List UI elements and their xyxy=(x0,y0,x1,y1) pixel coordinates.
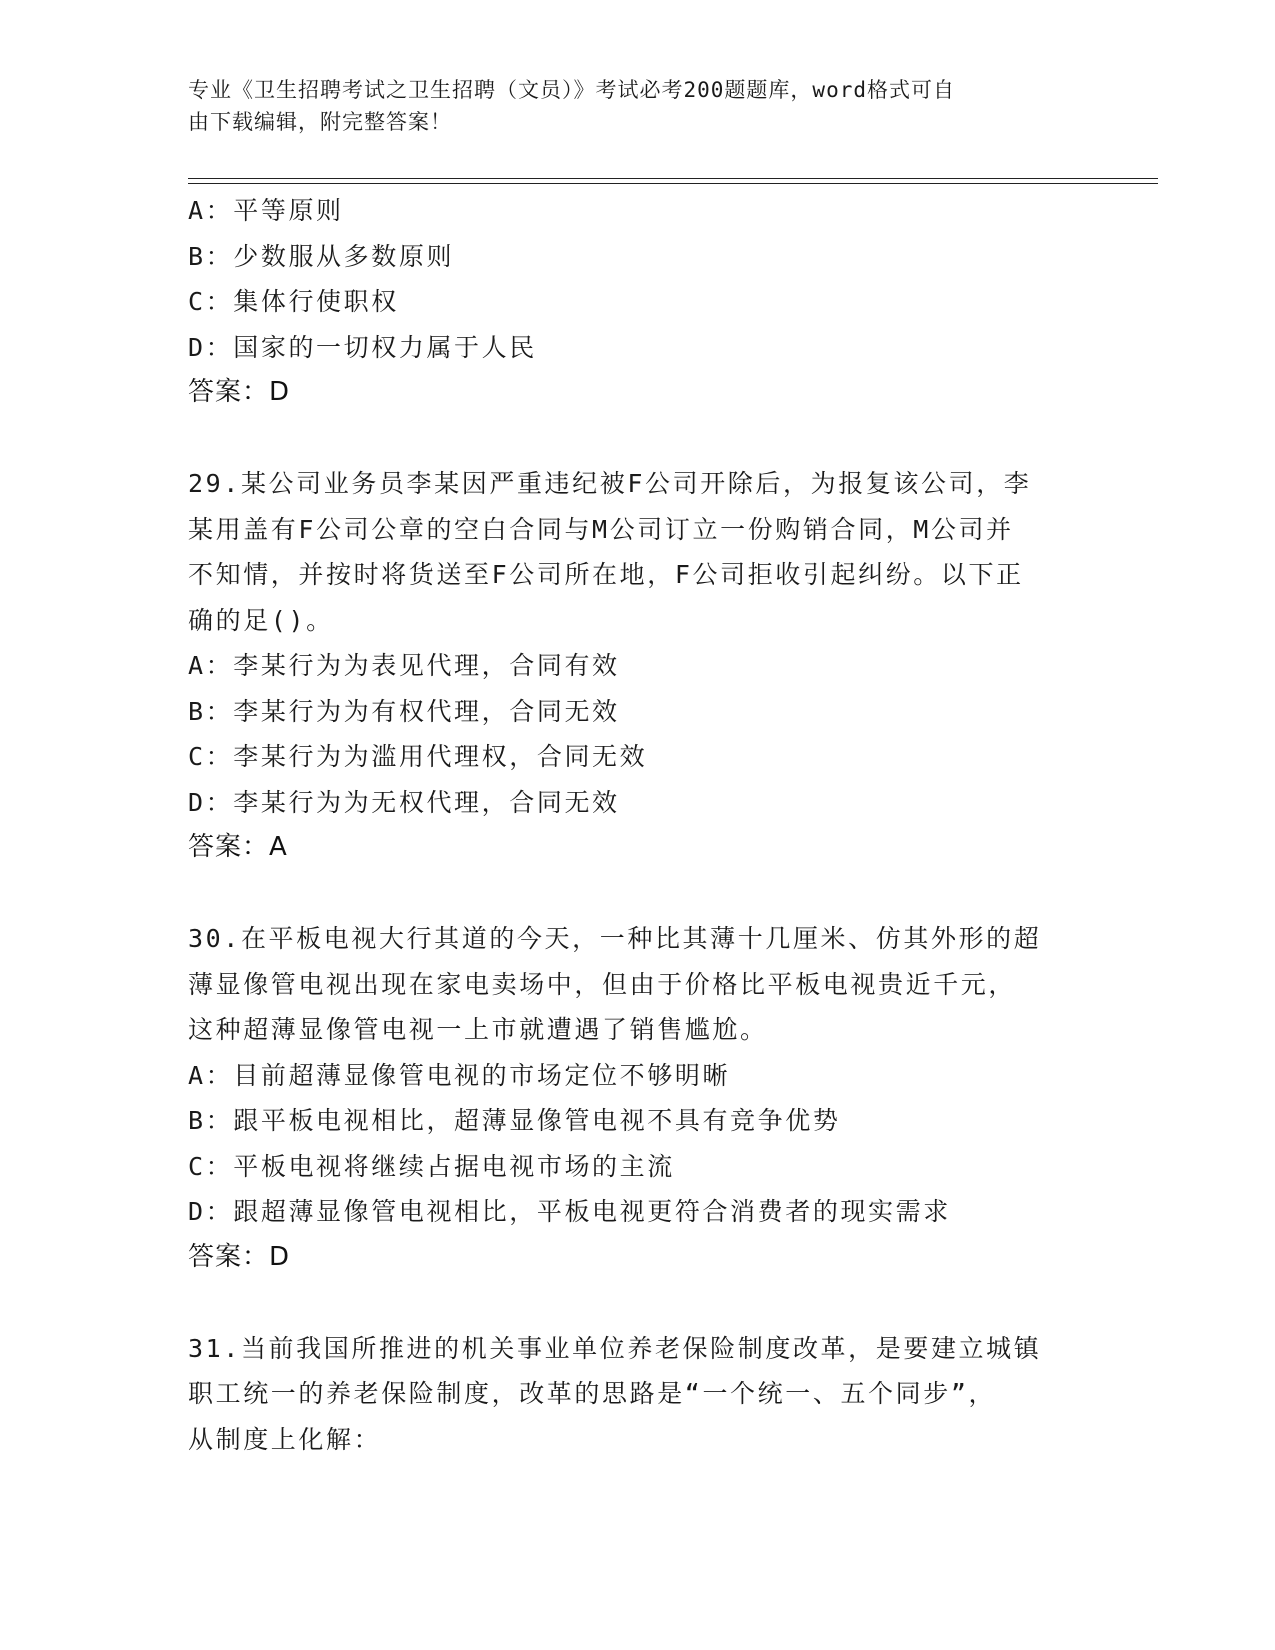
question-stem-line: 30.在平板电视大行其道的今天，一种比其薄十几厘米、仿其外形的超 xyxy=(188,924,1042,953)
question-30 xyxy=(188,916,1088,1280)
question-29 xyxy=(188,461,1088,871)
question-stem-line: 不知情，并按时将货送至F公司所在地，F公司拒收引起纠纷。以下正 xyxy=(188,560,1024,589)
question-stem-line: 29.某公司业务员李某因严重违纪被F公司开除后，为报复该公司，李 xyxy=(188,469,1032,498)
question-28-continued xyxy=(188,188,1088,416)
header-divider-thin xyxy=(188,178,1158,179)
option-a: A：平等原则 xyxy=(188,196,344,225)
option-b: B：李某行为为有权代理，合同无效 xyxy=(188,696,620,726)
question-stem-line: 薄显像管电视出现在家电卖场中，但由于价格比平板电视贵近千元， xyxy=(188,969,1017,999)
option-d: D：跟超薄显像管电视相比，平板电视更符合消费者的现实需求 xyxy=(188,1197,951,1226)
header-line-1: 专业《卫生招聘考试之卫生招聘（文员）》考试必考200题题库，word格式可自 xyxy=(188,78,955,102)
question-stem-line: 这种超薄显像管电视一上市就遭遇了销售尴尬。 xyxy=(188,1015,768,1044)
option-b: B：跟平板电视相比，超薄显像管电视不具有竞争优势 xyxy=(188,1106,841,1135)
option-c: C：平板电视将继续占据电视市场的主流 xyxy=(188,1151,675,1181)
question-list xyxy=(188,188,1088,1462)
answer-line: 答案：D xyxy=(188,377,291,407)
option-d: D：国家的一切权力属于人民 xyxy=(188,332,537,362)
option-b: B：少数服从多数原则 xyxy=(188,241,455,271)
question-31 xyxy=(188,1326,1088,1463)
option-c: C：李某行为为滥用代理权，合同无效 xyxy=(188,742,648,771)
spacer xyxy=(188,871,1088,917)
option-c: C：集体行使职权 xyxy=(188,287,399,316)
question-stem-line: 某用盖有F公司公章的空白合同与M公司订立一份购销合同，M公司并 xyxy=(188,514,1014,544)
spacer xyxy=(188,1280,1088,1326)
question-stem-line: 确的足()。 xyxy=(188,605,334,635)
question-stem-line: 31.当前我国所推进的机关事业单位养老保险制度改革，是要建立城镇 xyxy=(188,1333,1042,1363)
answer-line: 答案：A xyxy=(188,832,288,862)
option-a: A：目前超薄显像管电视的市场定位不够明晰 xyxy=(188,1060,731,1090)
spacer xyxy=(188,416,1088,462)
answer-line: 答案：D xyxy=(188,1241,291,1272)
question-stem-line: 从制度上化解： xyxy=(188,1424,382,1454)
header-line-2: 由下载编辑，附完整答案！ xyxy=(188,110,452,134)
document-header xyxy=(188,74,1088,138)
option-d: D：李某行为为无权代理，合同无效 xyxy=(188,787,620,817)
question-stem-line: 职工统一的养老保险制度，改革的思路是“一个统一、五个同步”， xyxy=(188,1379,997,1408)
option-a: A：李某行为为表见代理，合同有效 xyxy=(188,651,620,680)
header-divider-thick xyxy=(188,183,1158,184)
